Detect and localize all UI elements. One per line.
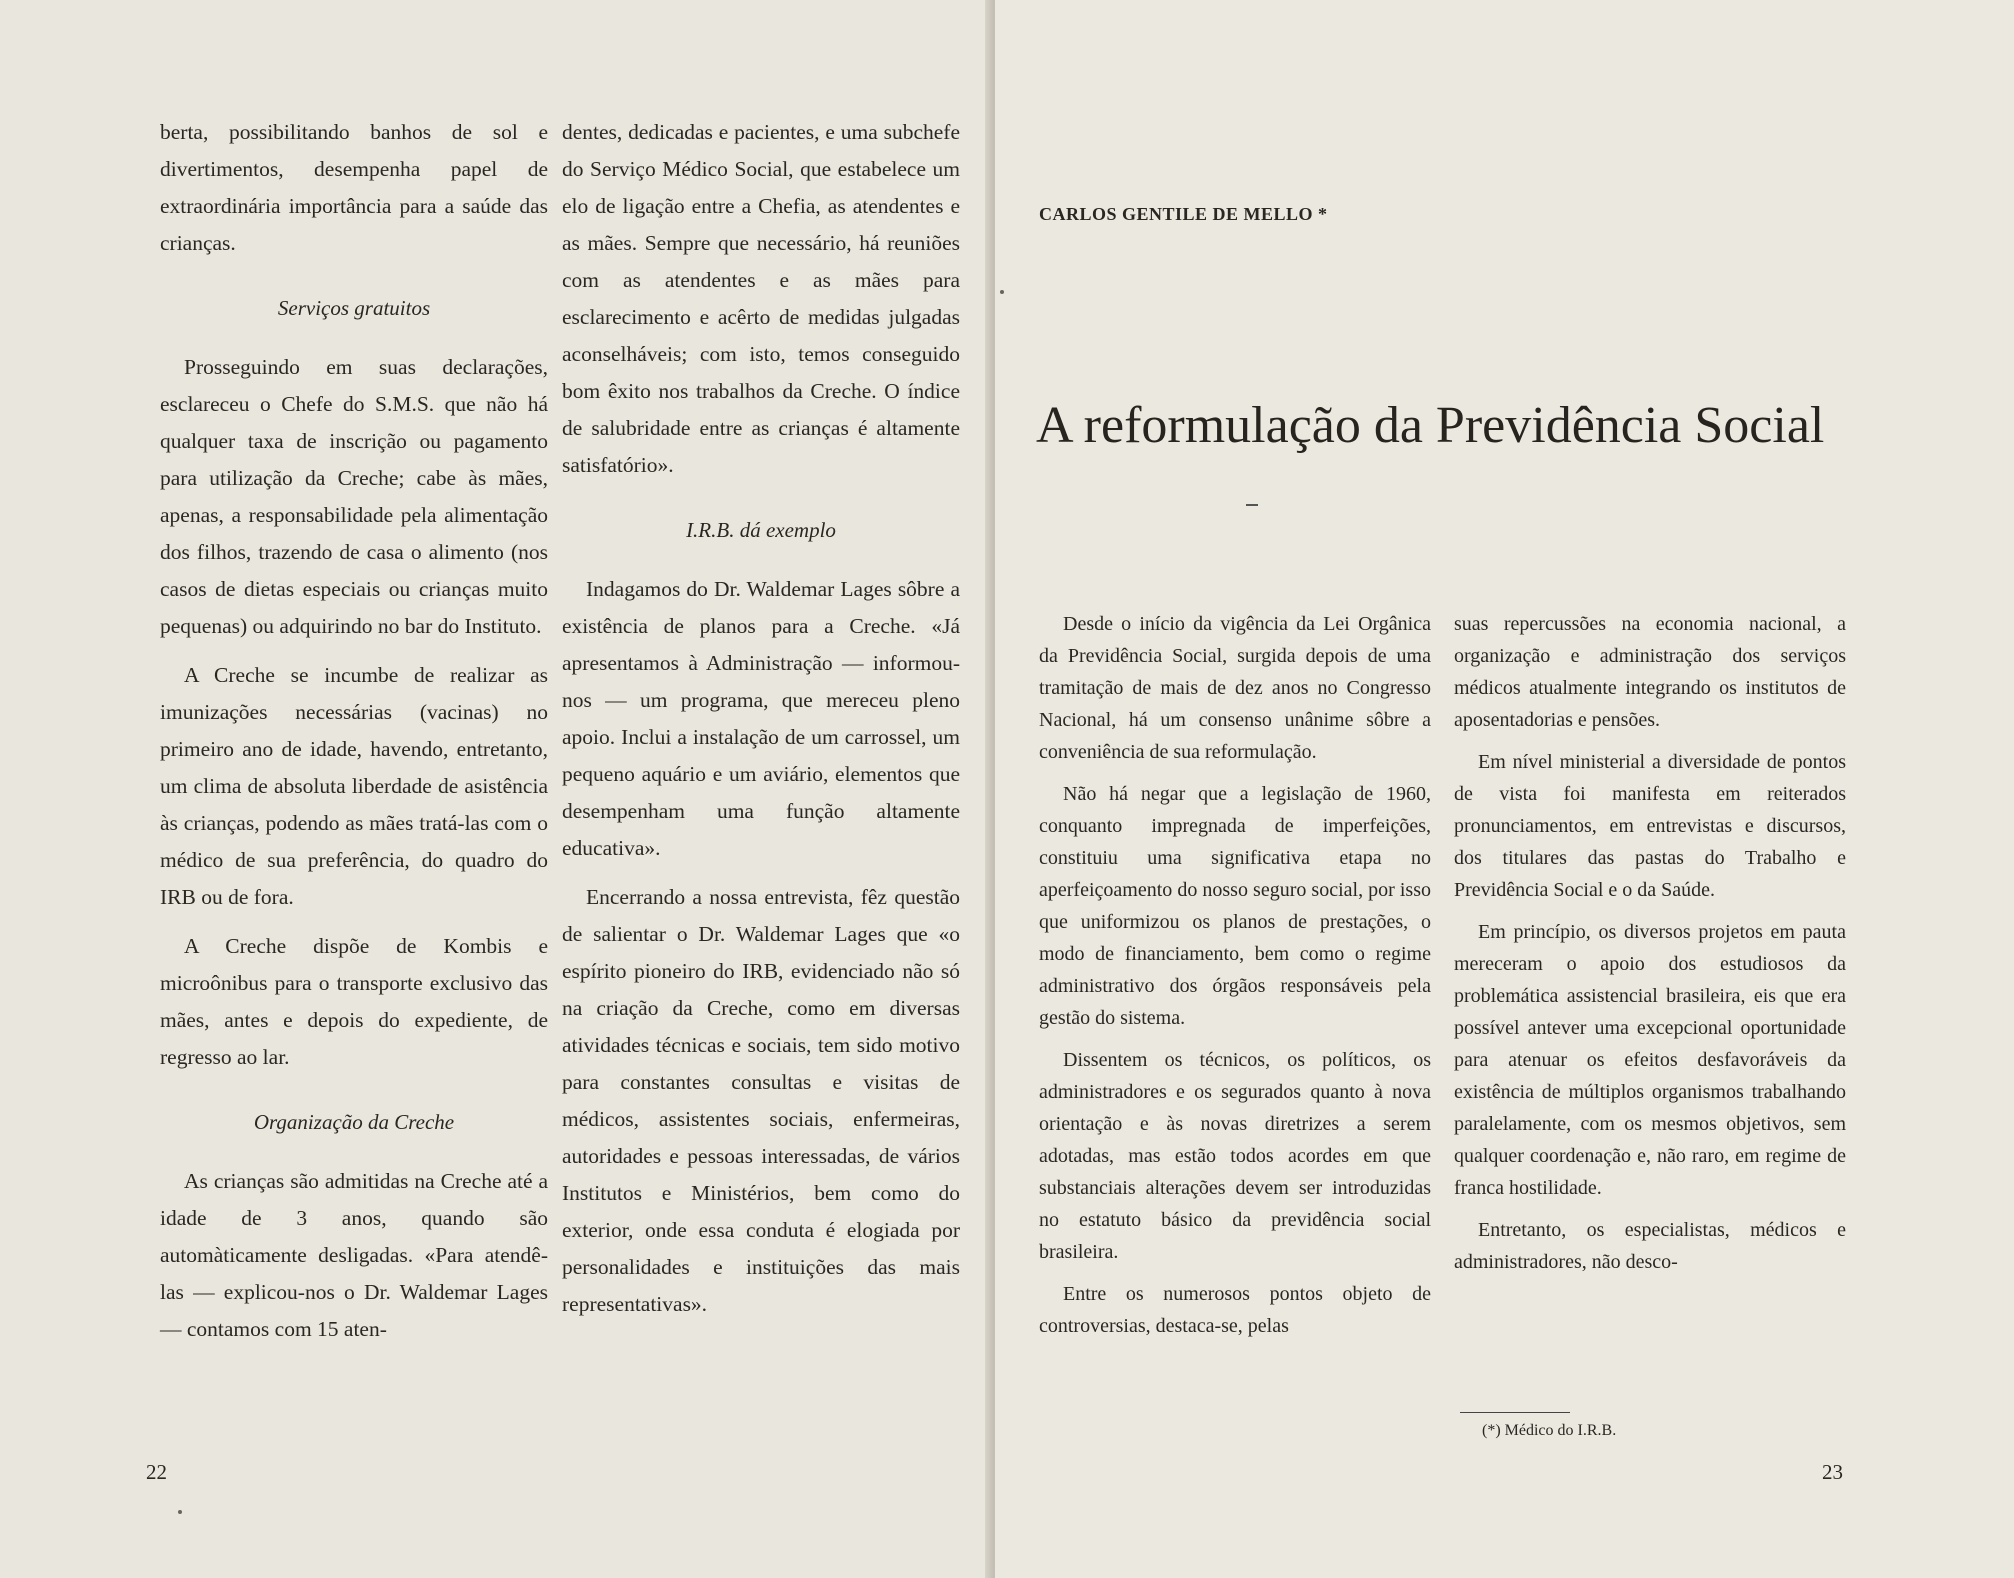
paragraph: Encerrando a nossa entrevista, fêz questão de salientar o Dr. Waldemar Lages que «o espírito pioneiro do IRB, evidenciado não só na criação da Creche, como em diversas atividades técnicas e sociais, tem sido motivo para constantes consultas e visitas de médicos, assistentes sociais, enfermeiras, autoridades e pessoas interessadas, de vários Institutos e Ministérios, bem como do exterior, onde essa conduta é elogiada por personalidades e instituições das mais representativas». [562,885,960,1316]
left-page [0,0,995,1578]
footnote: (*) Médico do I.R.B. [1482,1422,1617,1439]
ink-speck [1000,290,1004,294]
left-column-1 [160,114,548,1348]
right-column-2 [1454,608,1846,1278]
paragraph: Dissentem os técnicos, os políticos, os administradores e os segurados quanto à nova orientação e às novas diretrizes a serem adotadas, mas estão todos acordes em que substanciais alterações devem ser introduzidas no estatuto básico da previdência social brasileira. [1039,1049,1431,1263]
paragraph: Em nível ministerial a diversidade de pontos de vista foi manifesta em reiterados pronunciamentos, em entrevistas e discursos, dos titulares das pastas do Trabalho e Previdência Social e o da Saúde. [1454,751,1846,901]
article-title: A reformulação da Previdência Social [1036,397,1825,454]
paragraph: Entretanto, os especialistas, médicos e administradores, não desco- [1454,1219,1846,1273]
title-divider [1246,504,1258,506]
paragraph: A Creche se incumbe de realizar as imunizações necessárias (vacinas) no primeiro ano de idade, havendo, entretanto, um clima de absoluta liberdade de asistência às crianças, podendo as mães tratá-las com o médico de sua preferência, do quadro do IRB ou de fora. [160,663,548,909]
left-column-2 [562,114,960,1323]
page-number-right: 23 [1822,1460,1843,1484]
right-column-1 [1039,608,1431,1342]
paragraph: As crianças são admitidas na Creche até a idade de 3 anos, quando são automàticamente desligadas. «Para atendê-las — explicou-nos o Dr. Waldemar Lages — contamos com 15 aten- [160,1169,548,1341]
paragraph: dentes, dedicadas e pacientes, e uma subchefe do Serviço Médico Social, que estabelece um elo de ligação entre a Chefia, as atendentes e as mães. Sempre que necessário, há reuniões com as atendentes e as mães para esclarecimento e acêrto de medidas julgadas aconselháveis; com isto, temos conseguido bom êxito nos trabalhos da Creche. O índice de salubridade entre as crianças é altamente satisfatório». [562,120,960,477]
paragraph: berta, possibilitando banhos de sol e divertimentos, desempenha papel de extraordinária importância para a saúde das crianças. [160,120,548,255]
paragraph: Em princípio, os diversos projetos em pauta mereceram o apoio dos estudiosos da problemática assistencial brasileira, eis que era possível antever uma excepcional oportunidade para atenuar os efeitos desfavoráveis da existência de múltiplos organismos trabalhando paralelamente, com os mesmos objetivos, sem qualquer coordenação e, não raro, em regime de franca hostilidade. [1454,921,1846,1199]
paragraph: Desde o início da vigência da Lei Orgânica da Previdência Social, surgida depois de uma tramitação de mais de dez anos no Congresso Nacional, há um consenso unânime sôbre a conveniência de sua reformulação. [1039,613,1431,763]
author-name: CARLOS GENTILE DE MELLO * [1039,204,1328,224]
paragraph: Prosseguindo em suas declarações, esclareceu o Chefe do S.M.S. que não há qualquer taxa de inscrição ou pagamento para utilização da Creche; cabe às mães, apenas, a responsabilidade pela alimentação dos filhos, trazendo de casa o alimento (nos casos de dietas especiais ou crianças muito pequenas) ou adquirindo no bar do Instituto. [160,355,548,638]
footnote-rule [1460,1412,1570,1413]
paragraph: Não há negar que a legislação de 1960, conquanto impregnada de imperfeições, constituiu uma significativa etapa no aperfeiçoamento do nosso seguro social, por isso que uniformizou os planos de prestações, o modo de financiamento, bem como o regime administrativo dos órgãos responsáveis pela gestão do sistema. [1039,783,1431,1029]
page-number-left: 22 [146,1460,167,1484]
section-heading: I.R.B. dá exemplo [686,518,836,542]
paragraph: A Creche dispõe de Kombis e microônibus para o transporte exclusivo das mães, antes e depois do expediente, de regresso ao lar. [160,934,548,1069]
section-heading: Organização da Creche [253,1110,455,1134]
paragraph: suas repercussões na economia nacional, a organização e administração dos serviços médicos atualmente integrando os institutos de aposentadorias e pensões. [1454,613,1846,731]
section-heading: Serviços gratuitos [277,296,431,320]
paragraph: Entre os numerosos pontos objeto de controversias, destaca-se, pelas [1039,1283,1431,1337]
paragraph: Indagamos do Dr. Waldemar Lages sôbre a existência de planos para a Creche. «Já apresentamos à Administração — informou-nos — um programa, que mereceu pleno apoio. Inclui a instalação de um carrossel, um pequeno aquário e um aviário, elementos que desempenham uma função altamente educativa». [562,577,960,860]
ink-speck [178,1510,182,1514]
